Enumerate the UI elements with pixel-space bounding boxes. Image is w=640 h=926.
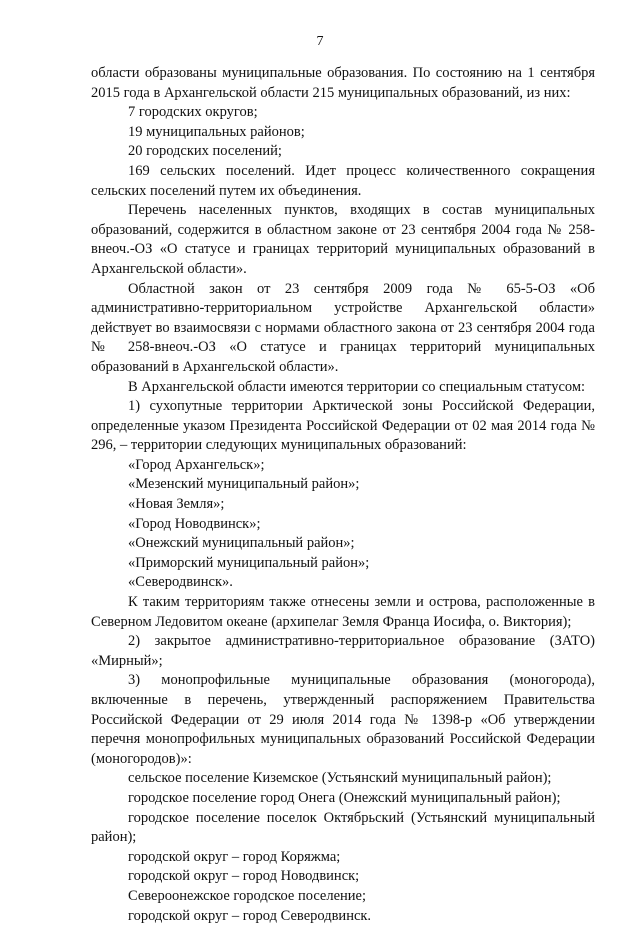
list-item: «Город Архангельск»; [128, 456, 265, 473]
list-item: «Мезенский муниципальный район»; [128, 476, 360, 493]
list-item: сельское поселение Киземское (Устьянский муниципальный район); [128, 770, 552, 787]
paragraph: В Архангельской области имеются территории со специальным статусом: [128, 378, 586, 395]
list-item: «Онежский муниципальный район»; [128, 535, 355, 552]
paragraph: Перечень населенных пунктов, входящих в состав муниципальных образований, содержится в областном законе от 23 сентября 2004 года № 258-внеоч.-ОЗ «О статусе и границах территорий муниципальных образований в Архангельской области». [91, 202, 595, 277]
paragraph: 1) сухопутные территории Арктической зоны Российской Федерации, определенные указом Президента Российской Федерации от 02 мая 2014 года № 296, – территории следующих муниципальных образований: [91, 398, 595, 454]
list-item: городской округ – город Коряжма; [128, 848, 341, 865]
list-item: городской округ – город Новодвинск; [128, 868, 360, 885]
list-item: 20 городских поселений; [128, 143, 282, 160]
document-body [91, 64, 595, 926]
paragraph: Областной закон от 23 сентября 2009 года № 65-5-ОЗ «Об административно-территориальном устройстве Архангельской области» действует во взаимосвязи с нормами областного закона от 23 сентября 2004 года № 258-внеоч.-ОЗ «О статусе и границах территорий муниципальных образований в Архангельской области». [91, 280, 595, 375]
list-item: Североонежское городское поселение; [128, 887, 367, 904]
page-number: 7 [316, 34, 324, 49]
list-item: «Северодвинск». [128, 574, 233, 591]
paragraph: 169 сельских поселений. Идет процесс количественного сокращения сельских поселений путем их объединения. [91, 162, 595, 199]
list-item: «Новая Земля»; [128, 496, 225, 513]
paragraph: 3) монопрофильные муниципальные образования (моногорода), включенные в перечень, утвержденный распоряжением Правительства Российской Федерации от 29 июля 2014 года № 1398-р «Об утверждении перечня монопрофильных муниципальных образований Российской Федерации (моногородов)»: [91, 672, 595, 767]
paragraph: области образованы муниципальные образования. По состоянию на 1 сентября 2015 года в Архангельской области 215 муниципальных образований, из них: [91, 65, 595, 101]
list-item: 19 муниципальных районов; [128, 123, 305, 140]
list-item: «Приморский муниципальный район»; [128, 554, 370, 571]
list-item: городское поселение город Онега (Онежский муниципальный район); [128, 789, 561, 806]
paragraph: К таким территориям также отнесены земли и острова, расположенные в Северном Ледовитом океане (архипелаг Земля Франца Иосифа, о. Виктория); [91, 594, 595, 630]
paragraph: 2) закрытое административно-территориальное образование (ЗАТО) «Мирный»; [91, 633, 595, 669]
list-item: 7 городских округов; [128, 104, 258, 121]
paragraph: городское поселение поселок Октябрьский (Устьянский муниципальный район); [91, 809, 595, 846]
list-item: «Город Новодвинск»; [128, 515, 261, 532]
list-item: городской округ – город Северодвинск. [128, 907, 372, 924]
